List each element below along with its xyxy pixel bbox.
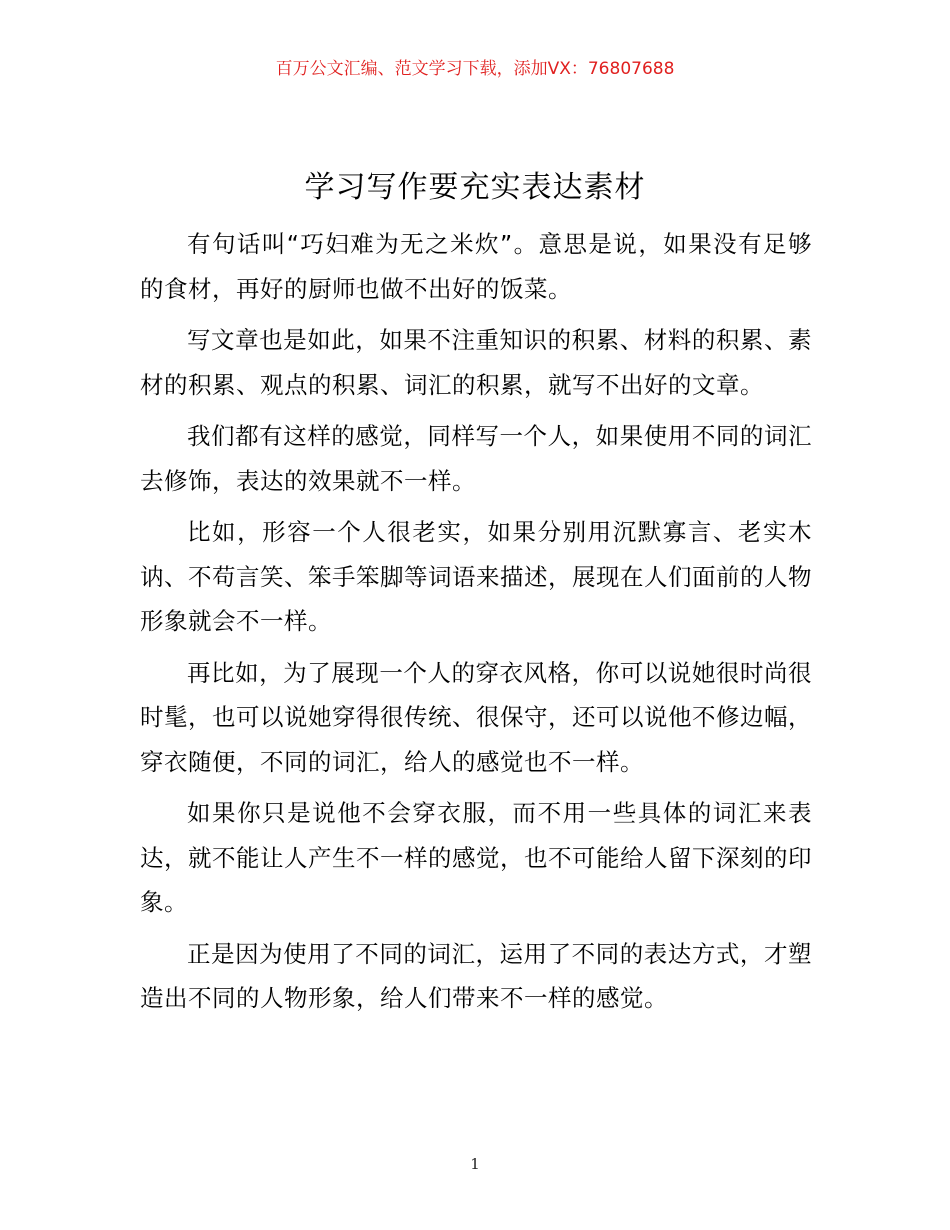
- paragraph-4: 比如，形容一个人很老实，如果分别用沉默寡言、老实木讷、不苟言笑、笨手笨脚等词语来描述，展现在人们面前的人物形象就会不一样。: [140, 518, 812, 635]
- paragraph-7: 正是因为使用了不同的词汇，运用了不同的表达方式，才塑造出不同的人物形象，给人们带来不一样的感觉。: [140, 939, 812, 1012]
- paragraph-5: 再比如，为了展现一个人的穿衣风格，你可以说她很时尚很时髦，也可以说她穿得很传统、很保守，还可以说他不修边幅，穿衣随便，不同的词汇，给人的感觉也不一样。: [140, 658, 812, 776]
- document-body: [140, 222, 812, 1028]
- paragraph-6: 如果你只是说他不会穿衣服，而不用一些具体的词汇来表达，就不能让人产生不一样的感觉，也不可能给人留下深刻的印象。: [140, 799, 812, 916]
- paragraph-2: 写文章也是如此，如果不注重知识的积累、材料的积累、素材的积累、观点的积累、词汇的积累，就写不出好的文章。: [140, 326, 812, 399]
- header-promo-note: 百万公文汇编、范文学习下载，添加VX：76807688: [275, 59, 675, 79]
- page-number: 1: [470, 1155, 480, 1173]
- document-title: 学习写作要充实表达素材: [304, 170, 646, 205]
- paragraph-1: 有句话叫“巧妇难为无之米炊”。意思是说，如果没有足够的食材，再好的厨师也做不出好的饭菜。: [140, 230, 812, 303]
- paragraph-3: 我们都有这样的感觉，同样写一个人，如果使用不同的词汇去修饰，表达的效果就不一样。: [140, 422, 812, 495]
